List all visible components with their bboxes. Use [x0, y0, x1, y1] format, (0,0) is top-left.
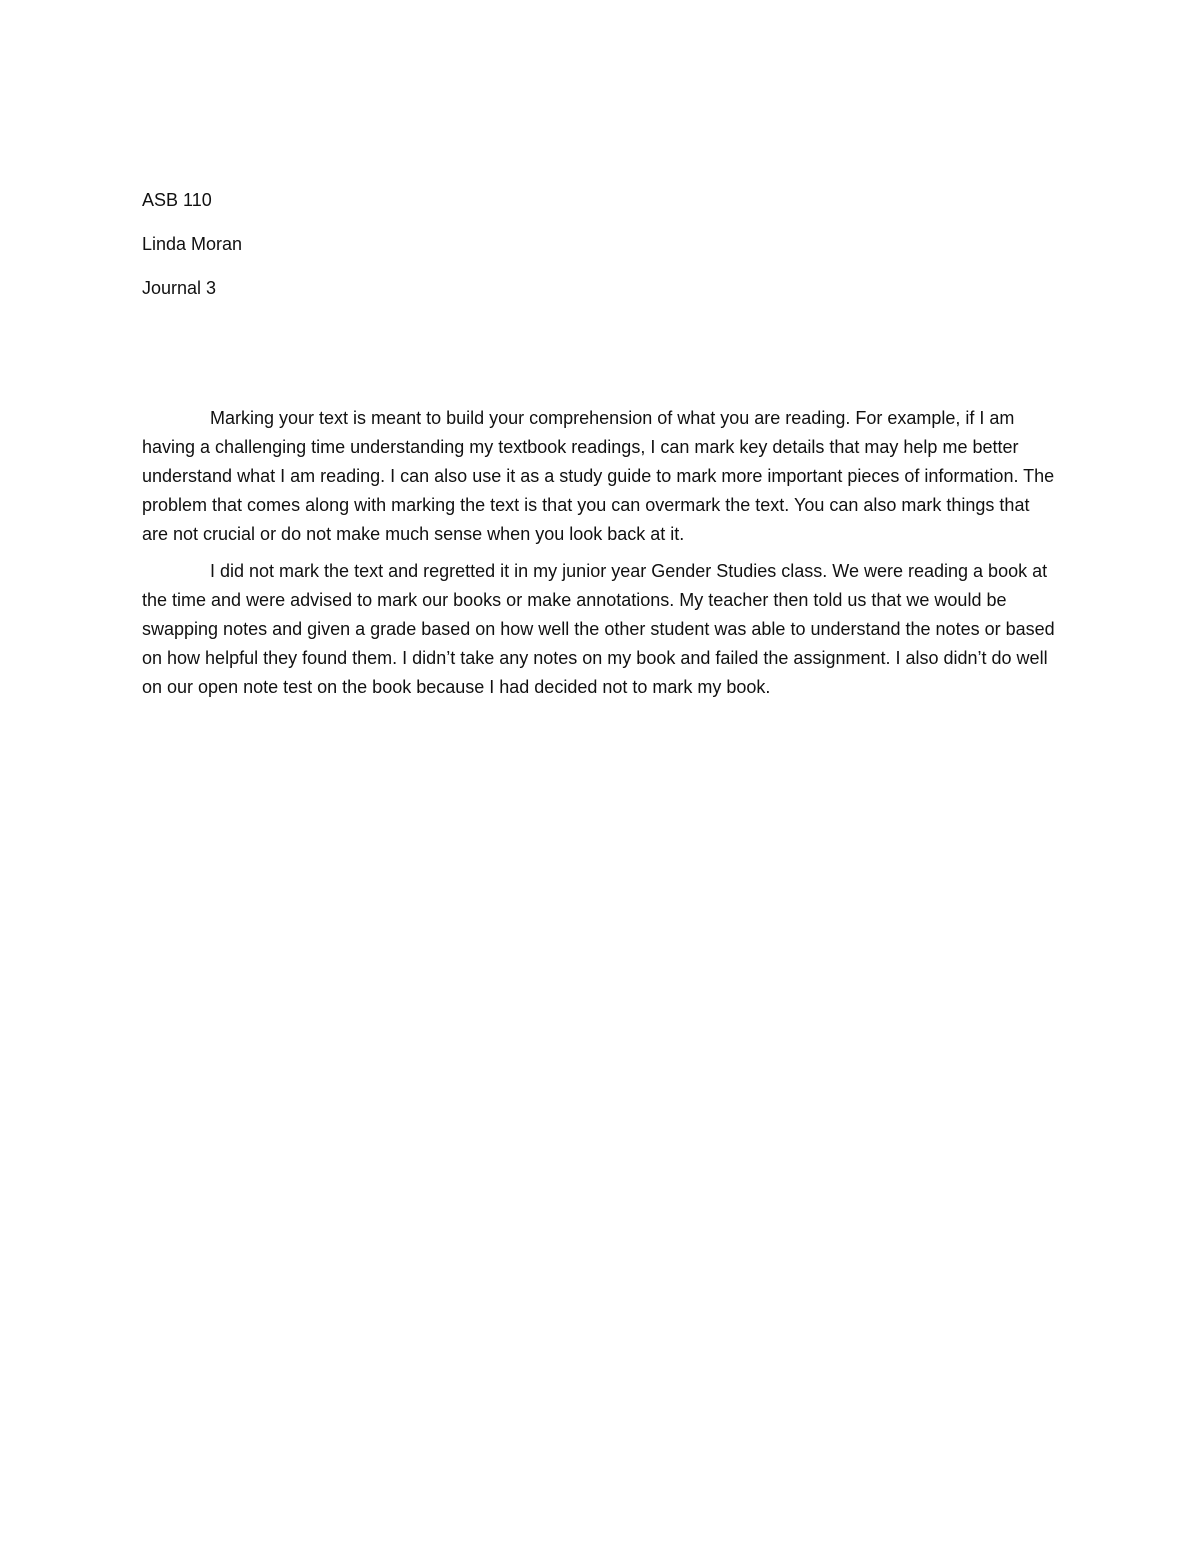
- author-name: Linda Moran: [142, 234, 243, 254]
- document-body: [142, 404, 1058, 702]
- document-title: Journal 3: [142, 278, 217, 298]
- paragraph-2: I did not mark the text and regretted it in my junior year Gender Studies class. We were reading a book at the time and were advised to mark our books or make annotations. My teacher then told us that we would be swapping notes and given a grade based on how well the other student was able to understand the notes or based on how helpful they found them. I didn’t take any notes on my book and failed the assignment. I also didn’t do well on our open note test on the book because I had decided not to mark my book.: [142, 561, 1055, 697]
- course-code: ASB 110: [142, 190, 212, 210]
- paragraph-1: Marking your text is meant to build your comprehension of what you are reading. For example, if I am having a challenging time understanding my textbook readings, I can mark key details that may help me better understand what I am reading. I can also use it as a study guide to mark more important pieces of information. The problem that comes along with marking the text is that you can overmark the text. You can also mark things that are not crucial or do not make much sense when you look back at it.: [142, 408, 1055, 544]
